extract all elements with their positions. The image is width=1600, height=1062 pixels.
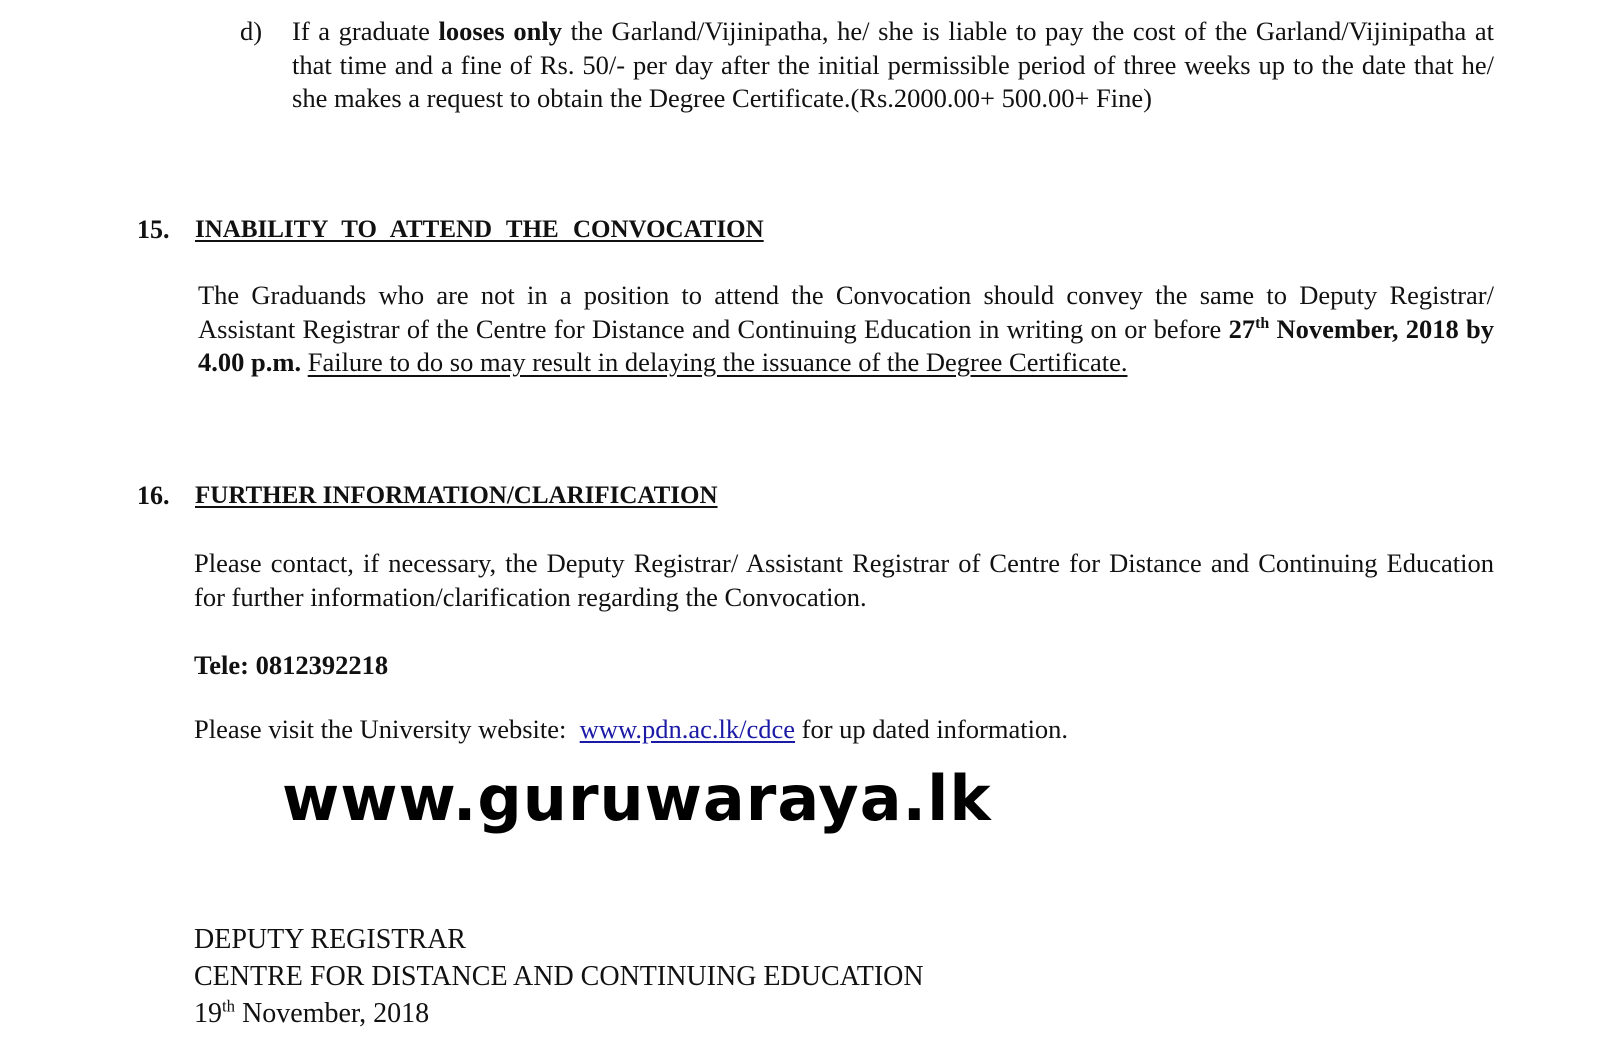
section-16-paragraph: Please contact, if necessary, the Deputy Registrar/ Assistant Registrar of Centre for Distance and Continuing Education for further information/clarification regarding the Convocation. — [194, 548, 1494, 612]
website-suffix: for up dated information. — [795, 714, 1069, 744]
telephone-number: Tele: 0812392218 — [194, 650, 389, 680]
section-15-paragraph — [198, 279, 1494, 380]
item-d-pre: If a graduate — [292, 16, 439, 46]
section-15-deadline: 27th November, 2018 by 4.00 p.m. — [198, 313, 1494, 377]
website-link[interactable]: www.pdn.ac.lk/cdce — [579, 714, 796, 744]
section-15-text: The Graduands who are not in a position to attend the Convocation should convey the same to Deputy Registrar/ Assistant Registrar of the Centre for Distance and Continuing Education in writing on or before — [198, 280, 1494, 344]
item-d-rest: the Garland/Vijinipatha, he/ she is liable to pay the cost of the Garland/Vijinipatha at that time and a fine of Rs. 50/- per day after the initial permissible period of three weeks up to the date that he/ she makes a request to obtain the Degree Certificate.(Rs.2000.00+ 500.00+ Fine) — [292, 16, 1494, 113]
signature-department: CENTRE FOR DISTANCE AND CONTINUING EDUCATION — [194, 961, 924, 992]
website-line — [194, 713, 1068, 746]
item-d-bold: looses only — [438, 16, 562, 46]
section-15-title: INABILITY TO ATTEND THE CONVOCATION — [195, 216, 764, 243]
section-15-warning: Failure to do so may result in delaying the issuance of the Degree Certificate. — [307, 347, 1128, 377]
section-15-number: 15. — [137, 215, 170, 244]
section-16-number: 16. — [137, 481, 170, 510]
section-16-title: FURTHER INFORMATION/CLARIFICATION — [195, 482, 718, 509]
signature-title: DEPUTY REGISTRAR — [194, 924, 466, 955]
signature-date: 19th November, 2018 — [194, 996, 430, 1029]
list-item-label: d) — [240, 16, 263, 46]
list-item-d-text — [292, 15, 1494, 116]
website-prefix: Please visit the University website: — [194, 714, 567, 744]
watermark: www.guruwaraya.lk — [282, 762, 992, 835]
